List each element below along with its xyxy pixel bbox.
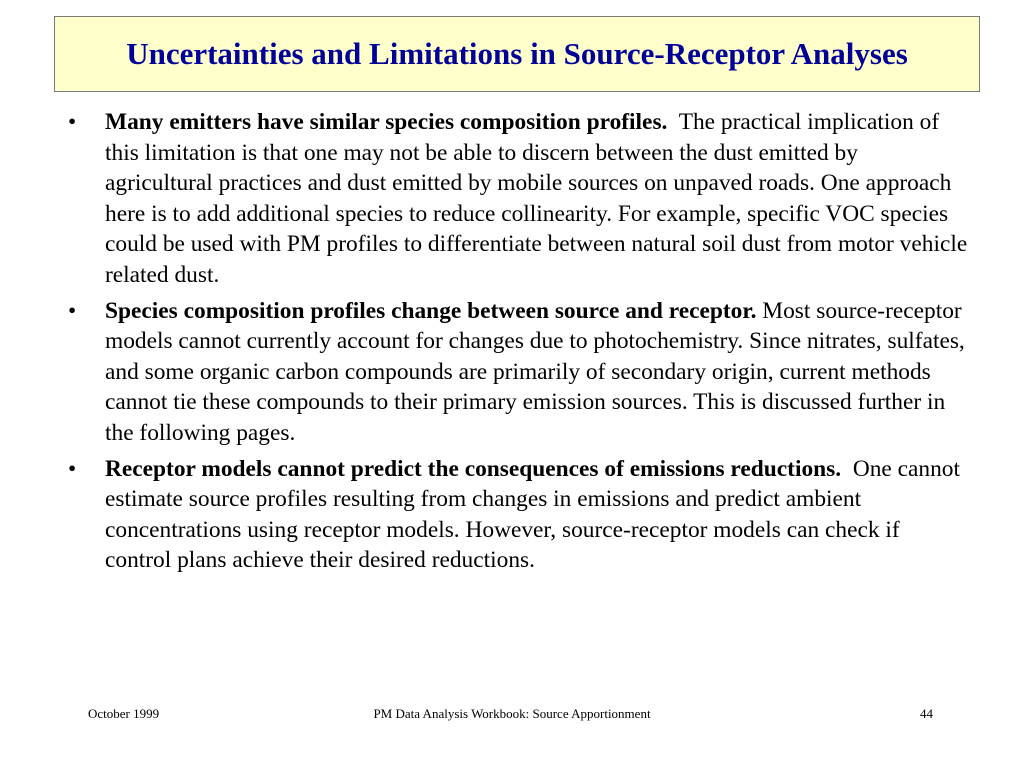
bullet-list	[68, 107, 968, 581]
footer-page-number: 44	[920, 706, 933, 721]
bullet-symbol: •	[68, 297, 77, 324]
bullet-symbol: •	[68, 109, 77, 135]
bullet-body-text: One cannot estimate source profiles resulting from changes in emissions and predict ambient concentrations using receptor models. However, source-receptor models can check if control plans achieve their desired reductions.	[105, 455, 960, 574]
footer-source: PM Data Analysis Workbook: Source Apportionment	[373, 706, 651, 721]
slide-title-box	[54, 16, 980, 92]
bullet-body-text: The practical implication of this limitation is that one may not be able to discern between the dust emitted by agricultural practices and dust emitted by mobile sources on unpaved roads. One approach here is to add additional species to reduce collinearity. For example, specific VOC species could be used with PM profiles to differentiate between natural soil dust from motor vehicle related dust.	[105, 109, 968, 288]
footer-date: October 1999	[88, 706, 160, 721]
bullet-body-text: Most source-receptor models cannot currently account for changes due to photochemistry. Since nitrates, sulfates, and some organic carbon compounds are primarily of secondary origin, current methods cannot tie these compounds to their primary emission sources. This is discussed further in the following pages.	[105, 297, 965, 446]
bullet-item-2	[68, 296, 968, 449]
bullet-item-3	[68, 454, 968, 576]
bullet-lead-text: Receptor models cannot predict the consequences of emissions reductions.	[105, 455, 842, 482]
bullet-symbol: •	[68, 455, 77, 482]
bullet-lead-text: Species composition profiles change between source and receptor.	[105, 297, 757, 324]
bullet-item-1	[68, 107, 968, 291]
bullet-lead-text: Many emitters have similar species composition profiles.	[105, 109, 668, 135]
slide-title: Uncertainties and Limitations in Source-Receptor Analyses	[126, 36, 908, 71]
